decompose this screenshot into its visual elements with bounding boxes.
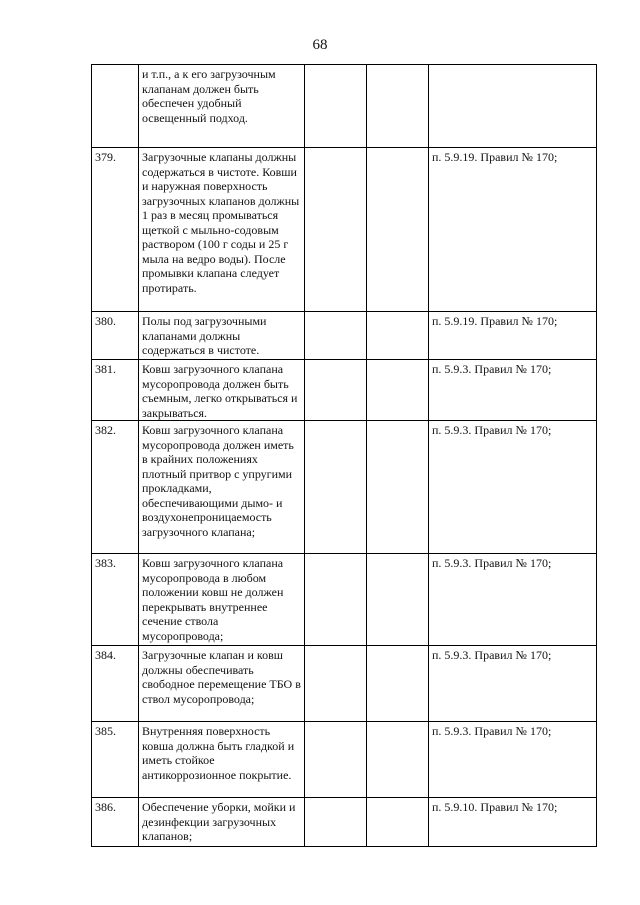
row-number: 383.: [92, 554, 139, 646]
reference-cell: п. 5.9.3. Правил № 170;: [429, 646, 597, 722]
reference-cell: п. 5.9.3. Правил № 170;: [429, 421, 597, 554]
reference-cell: п. 5.9.10. Правил № 170;: [429, 798, 597, 847]
empty-cell: [305, 312, 367, 360]
table-row: [92, 798, 597, 847]
row-number: [92, 65, 139, 148]
empty-cell: [305, 798, 367, 847]
requirement-text: и т.п., а к его загрузочным клапанам должен быть обеспечен удобный освещенный подход.: [139, 65, 305, 148]
empty-cell: [367, 421, 429, 554]
row-number: 385.: [92, 722, 139, 798]
empty-cell: [367, 554, 429, 646]
empty-cell: [305, 65, 367, 148]
row-number: 382.: [92, 421, 139, 554]
reference-cell: п. 5.9.3. Правил № 170;: [429, 360, 597, 421]
table-row: [92, 65, 597, 148]
requirement-text: Ковш загрузочного клапана мусоропровода должен быть съемным, легко открываться и закрываться.: [139, 360, 305, 421]
table-row: [92, 360, 597, 421]
requirement-text: Внутренняя поверхность ковша должна быть гладкой и иметь стойкое антикоррозионное покрытие.: [139, 722, 305, 798]
requirement-text: Полы под загрузочными клапанами должны содержаться в чистоте.: [139, 312, 305, 360]
row-number: 380.: [92, 312, 139, 360]
requirement-text: Обеспечение уборки, мойки и дезинфекции загрузочных клапанов;: [139, 798, 305, 847]
table-row: [92, 722, 597, 798]
empty-cell: [367, 798, 429, 847]
empty-cell: [367, 360, 429, 421]
reference-cell: п. 5.9.3. Правил № 170;: [429, 722, 597, 798]
empty-cell: [305, 360, 367, 421]
row-number: 379.: [92, 148, 139, 312]
empty-cell: [305, 646, 367, 722]
table-row: [92, 646, 597, 722]
requirement-text: Загрузочные клапаны должны содержаться в чистоте. Ковши и наружная поверхность загрузочных клапанов должны 1 раз в месяц промываться щеткой с мыльно-содовым раствором (100 г соды и 25 г мыла на ведро воды). После промывки клапана следует протирать.: [139, 148, 305, 312]
table-row: [92, 554, 597, 646]
reference-cell: [429, 65, 597, 148]
empty-cell: [367, 722, 429, 798]
table-row: [92, 312, 597, 360]
page-number: 68: [312, 37, 328, 53]
empty-cell: [367, 148, 429, 312]
empty-cell: [367, 646, 429, 722]
requirement-text: Ковш загрузочного клапана мусоропровода должен иметь в крайних положениях плотный притвор с упругими прокладками, обеспечивающими дымо- и воздухонепроницаемость загрузочного клапана;: [139, 421, 305, 554]
empty-cell: [305, 148, 367, 312]
reference-cell: п. 5.9.3. Правил № 170;: [429, 554, 597, 646]
empty-cell: [305, 421, 367, 554]
reference-cell: п. 5.9.19. Правил № 170;: [429, 148, 597, 312]
row-number: 381.: [92, 360, 139, 421]
empty-cell: [305, 554, 367, 646]
table-row: [92, 148, 597, 312]
requirement-text: Загрузочные клапан и ковш должны обеспечивать свободное перемещение ТБО в ствол мусоропровода;: [139, 646, 305, 722]
requirements-table: [91, 64, 597, 847]
row-number: 386.: [92, 798, 139, 847]
row-number: 384.: [92, 646, 139, 722]
reference-cell: п. 5.9.19. Правил № 170;: [429, 312, 597, 360]
table-row: [92, 421, 597, 554]
empty-cell: [367, 312, 429, 360]
empty-cell: [305, 722, 367, 798]
empty-cell: [367, 65, 429, 148]
requirement-text: Ковш загрузочного клапана мусоропровода в любом положении ковш не должен перекрывать внутреннее сечение ствола мусоропровода;: [139, 554, 305, 646]
